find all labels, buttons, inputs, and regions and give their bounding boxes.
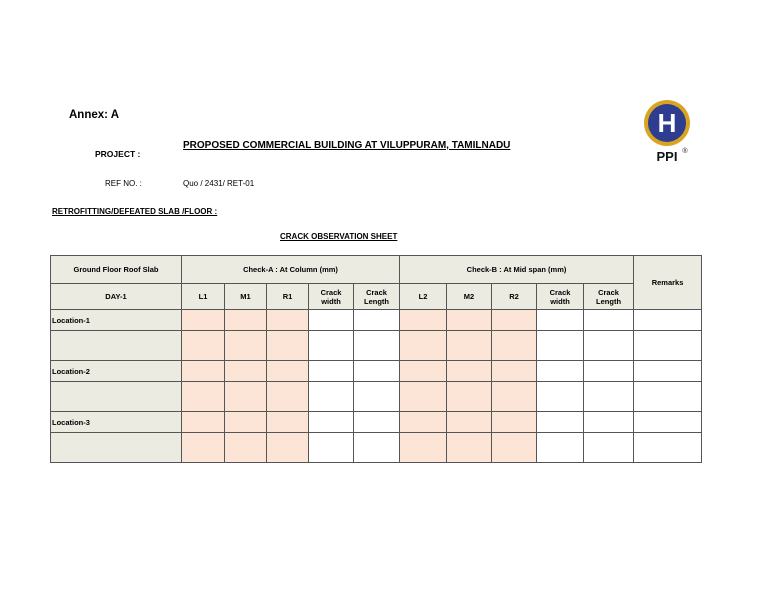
section-title: RETROFITTING/DEFEATED SLAB /FLOOR : — [52, 207, 218, 216]
cell-l1[interactable] — [182, 331, 225, 361]
location-1-spacer — [51, 331, 182, 361]
remarks-header: Remarks — [634, 256, 702, 310]
col-l2: L2 — [400, 284, 447, 310]
cell-remarks[interactable] — [634, 310, 702, 331]
cell-crack-width-b[interactable] — [537, 382, 584, 412]
table-row — [51, 412, 702, 433]
col-m2: M2 — [447, 284, 492, 310]
cell-l1[interactable] — [182, 433, 225, 463]
check-a-header: Check-A : At Column (mm) — [182, 256, 400, 284]
cell-l2[interactable] — [400, 310, 447, 331]
col-crack-width-a: Crack width — [309, 284, 354, 310]
location-3-spacer — [51, 433, 182, 463]
cell-r2[interactable] — [492, 361, 537, 382]
cell-m2[interactable] — [447, 331, 492, 361]
sheet-title: CRACK OBSERVATION SHEET — [280, 232, 398, 241]
cell-l1[interactable] — [182, 382, 225, 412]
project-value: PROPOSED COMMERCIAL BUILDING AT VILUPPURAM, TAMILNADU — [183, 140, 511, 151]
location-3-label: Location-3 — [51, 412, 182, 433]
table-row — [51, 361, 702, 382]
table-row — [51, 433, 702, 463]
col-r1: R1 — [267, 284, 309, 310]
cell-crack-width-a[interactable] — [309, 310, 354, 331]
col-m1: M1 — [225, 284, 267, 310]
cell-r2[interactable] — [492, 331, 537, 361]
cell-crack-length-b[interactable] — [584, 361, 634, 382]
cell-l2[interactable] — [400, 382, 447, 412]
crack-observation-table — [50, 255, 702, 463]
cell-remarks[interactable] — [634, 382, 702, 412]
ref-no-value: Quo / 2431/ RET-01 — [183, 179, 255, 188]
logo-registered-mark: ® — [682, 148, 688, 155]
cell-crack-width-a[interactable] — [309, 433, 354, 463]
cell-r1[interactable] — [267, 331, 309, 361]
location-1-label: Location-1 — [51, 310, 182, 331]
cell-m2[interactable] — [447, 382, 492, 412]
day-header: DAY-1 — [51, 284, 182, 310]
logo-text: PPI — [656, 149, 678, 164]
cell-m1[interactable] — [225, 412, 267, 433]
cell-crack-length-b[interactable] — [584, 331, 634, 361]
cell-crack-width-a[interactable] — [309, 412, 354, 433]
cell-crack-width-b[interactable] — [537, 361, 584, 382]
cell-l2[interactable] — [400, 331, 447, 361]
cell-crack-width-a[interactable] — [309, 331, 354, 361]
cell-remarks[interactable] — [634, 331, 702, 361]
cell-r2[interactable] — [492, 433, 537, 463]
cell-m1[interactable] — [225, 433, 267, 463]
cell-m1[interactable] — [225, 310, 267, 331]
cell-crack-width-b[interactable] — [537, 331, 584, 361]
col-crack-width-b: Crack width — [537, 284, 584, 310]
col-crack-length-b: Crack Length — [584, 284, 634, 310]
cell-r2[interactable] — [492, 412, 537, 433]
cell-r1[interactable] — [267, 382, 309, 412]
col-l1: L1 — [182, 284, 225, 310]
table-row — [51, 382, 702, 412]
cell-l1[interactable] — [182, 361, 225, 382]
table-corner: Ground Floor Roof Slab — [51, 256, 182, 284]
location-2-label: Location-2 — [51, 361, 182, 382]
cell-crack-length-a[interactable] — [354, 433, 400, 463]
cell-l1[interactable] — [182, 310, 225, 331]
cell-crack-length-a[interactable] — [354, 331, 400, 361]
cell-crack-length-a[interactable] — [354, 361, 400, 382]
cell-crack-length-b[interactable] — [584, 382, 634, 412]
cell-crack-width-b[interactable] — [537, 412, 584, 433]
col-r2: R2 — [492, 284, 537, 310]
cell-r1[interactable] — [267, 433, 309, 463]
cell-crack-length-b[interactable] — [584, 310, 634, 331]
cell-crack-length-a[interactable] — [354, 310, 400, 331]
cell-m2[interactable] — [447, 433, 492, 463]
check-b-header: Check-B : At Mid span (mm) — [400, 256, 634, 284]
cell-l2[interactable] — [400, 412, 447, 433]
table-row — [51, 310, 702, 331]
cell-r1[interactable] — [267, 412, 309, 433]
table-row — [51, 331, 702, 361]
cell-l2[interactable] — [400, 433, 447, 463]
ppi-logo — [640, 99, 696, 165]
cell-crack-length-a[interactable] — [354, 382, 400, 412]
cell-remarks[interactable] — [634, 412, 702, 433]
cell-l1[interactable] — [182, 412, 225, 433]
project-label: PROJECT : — [95, 149, 141, 159]
cell-r2[interactable] — [492, 382, 537, 412]
cell-r1[interactable] — [267, 310, 309, 331]
cell-m1[interactable] — [225, 382, 267, 412]
cell-crack-width-b[interactable] — [537, 310, 584, 331]
cell-m1[interactable] — [225, 361, 267, 382]
logo-letter: H — [657, 108, 677, 138]
cell-remarks[interactable] — [634, 433, 702, 463]
cell-m1[interactable] — [225, 331, 267, 361]
cell-l2[interactable] — [400, 361, 447, 382]
col-crack-length-a: Crack Length — [354, 284, 400, 310]
cell-crack-length-a[interactable] — [354, 412, 400, 433]
cell-crack-width-b[interactable] — [537, 433, 584, 463]
annex-label: Annex: A — [69, 109, 120, 121]
location-2-spacer — [51, 382, 182, 412]
cell-crack-length-b[interactable] — [584, 412, 634, 433]
cell-remarks[interactable] — [634, 361, 702, 382]
cell-m2[interactable] — [447, 310, 492, 331]
cell-crack-width-a[interactable] — [309, 361, 354, 382]
cell-r2[interactable] — [492, 310, 537, 331]
cell-m2[interactable] — [447, 412, 492, 433]
cell-crack-width-a[interactable] — [309, 382, 354, 412]
ref-no-label: REF NO. : — [105, 179, 142, 188]
cell-r1[interactable] — [267, 361, 309, 382]
cell-crack-length-b[interactable] — [584, 433, 634, 463]
cell-m2[interactable] — [447, 361, 492, 382]
